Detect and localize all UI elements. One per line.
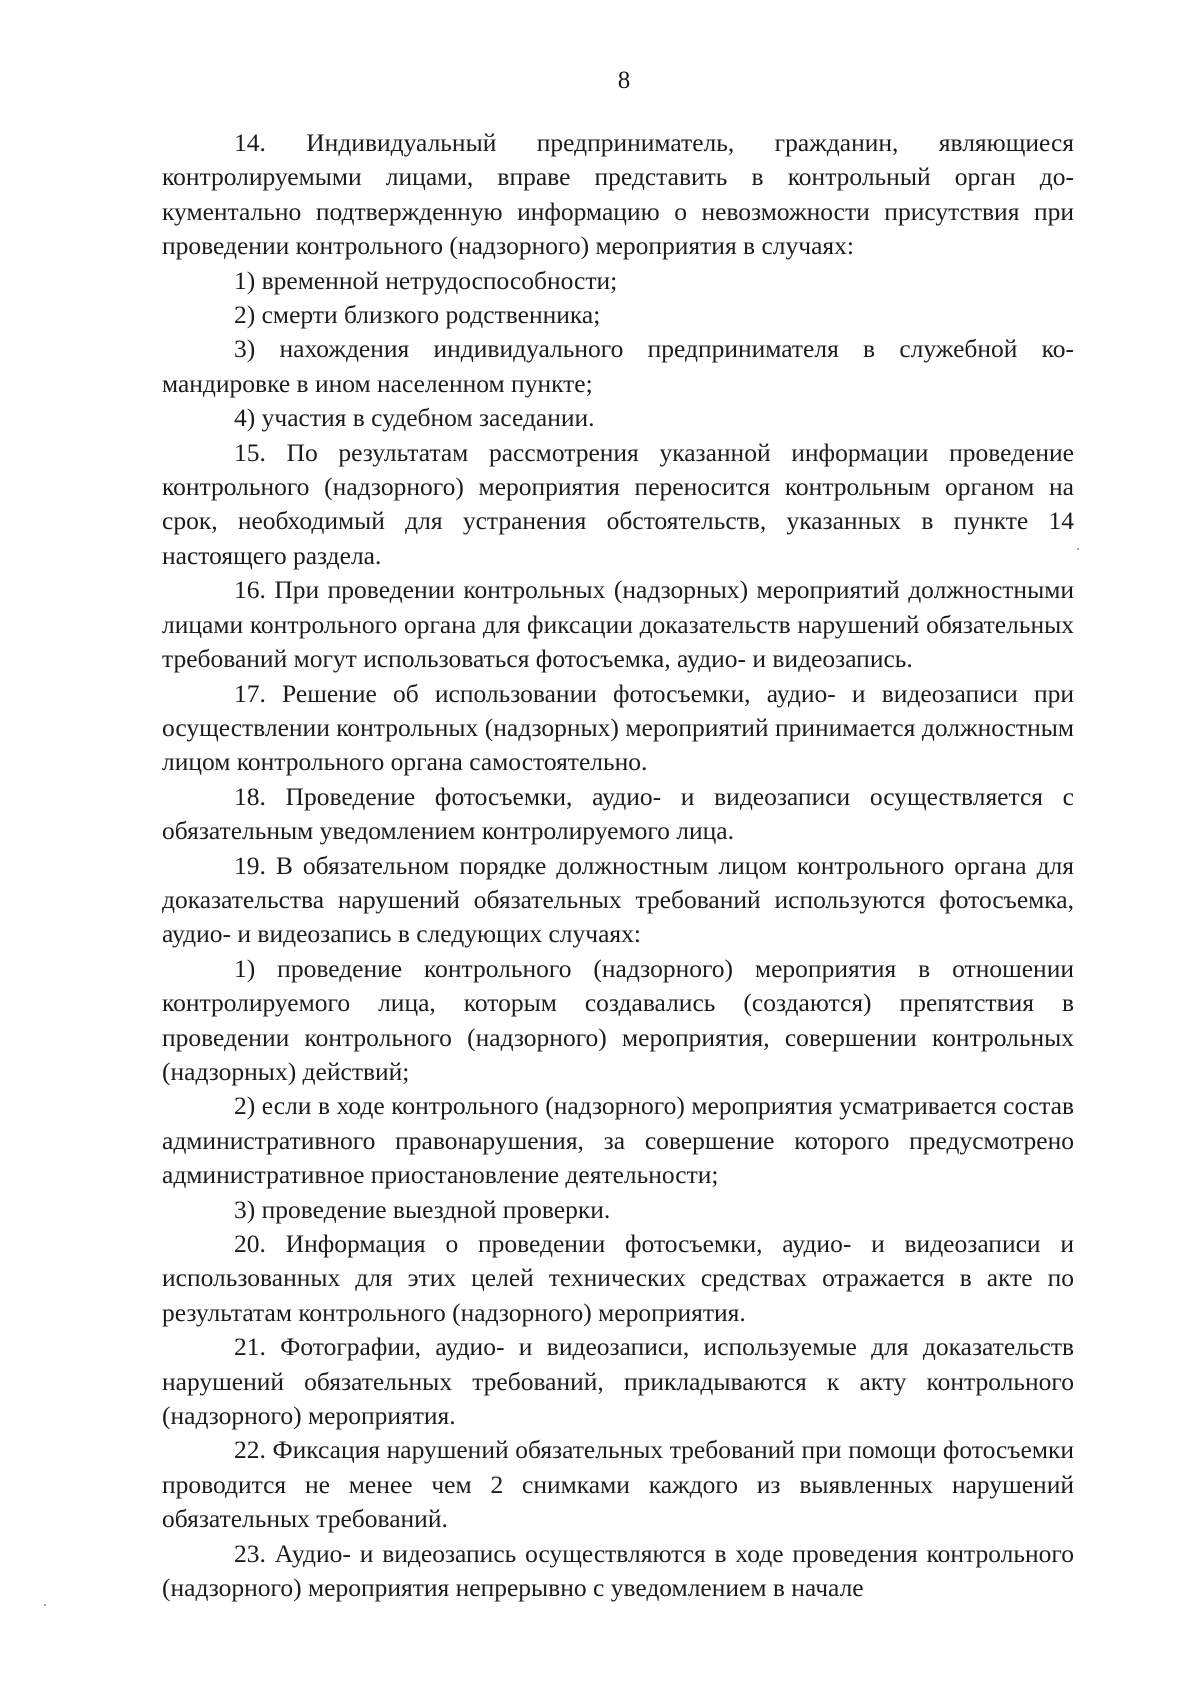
- paragraph-14-item-2: 2) смерти близкого родственника;: [234, 300, 601, 330]
- paragraph-18: 18. Проведение фотосъемки, аудио- и видеозаписи осуществляется с обязательным уведомлением контролируемого лица.: [162, 781, 1074, 846]
- paragraph-16: 16. При проведении контрольных (надзорных) мероприятий должностными лицами контрольного органа для фиксации доказательств нарушений обязательных требований могут использоваться фотосъемка, аудио- и видеозапись.: [162, 575, 1074, 674]
- paragraph-14-item-3: 3) нахождения индивидуального предпринимателя в служебной командировке в ином населенном пункте;: [162, 334, 1074, 398]
- paragraph-22: 22. Фиксация нарушений обязательных требований при помощи фотосъемки проводится не менее чем 2 снимками каждого из выявленных нарушений обязательных требований.: [162, 1435, 1074, 1534]
- paragraph-20: 20. Информация о проведении фотосъемки, аудио- и видеозаписи и использованных для этих целей технических средствах отражается в акте по результатам контрольного (надзорного) мероприятия.: [162, 1229, 1074, 1327]
- paragraph-15: 15. По результатам рассмотрения указанной информации проведение контрольного (надзорного) мероприятия переносится контрольным органом на срок, необходимый для устранения обстоятельств, указанных в пункте 14 настоящего раздела.: [162, 437, 1074, 570]
- scan-speck: [44, 1604, 46, 1606]
- paragraph-19-item-3: 3) проведение выездной проверки.: [234, 1194, 611, 1224]
- page-number: 8: [617, 67, 631, 94]
- paragraph-19-item-2: 2) если в ходе контрольного (надзорного) мероприятия усматривается состав административного правонарушения, за совершение которого предусмотрено административное приостановление деятельности;: [162, 1091, 1074, 1190]
- paragraph-19: 19. В обязательном порядке должностным лицом контрольного органа для доказательства нарушений обязательных требований используются фотосъемка, аудио- и видеозапись в следующих случаях:: [162, 850, 1074, 949]
- scan-speck: [1077, 548, 1079, 550]
- paragraph-14-item-1: 1) временной нетрудоспособности;: [234, 265, 618, 295]
- paragraph-21: 21. Фотографии, аудио- и видеозаписи, используемые для доказательств нарушений обязательных требований, прикладываются к акту контрольного (надзорного) мероприятия.: [162, 1332, 1074, 1431]
- document-body: [162, 126, 1074, 1605]
- paragraph-23: 23. Аудио- и видеозапись осуществляются в ходе проведения контрольного (надзорного) мероприятия непрерывно с уведомлением в начале: [162, 1538, 1074, 1603]
- paragraph-19-item-1: 1) проведение контрольного (надзорного) мероприятия в отношении контролируемого лица, которым создавались (создаются) препятствия в проведении контрольного (надзорного) мероприятия, совершении контрольных (надзорных) действий;: [162, 953, 1074, 1086]
- paragraph-14: 14. Индивидуальный предприниматель, гражданин, являющиеся контролируемыми лицами, вправе представить в контрольный орган документально подтвержденную информацию о невозможности присутствия при проведении контрольного (надзорного) мероприятия в случаях:: [162, 128, 1074, 261]
- paragraph-17: 17. Решение об использовании фотосъемки, аудио- и видеозаписи при осуществлении контрольных (надзорных) мероприятий принимается должностным лицом контрольного органа самостоятельно.: [162, 678, 1074, 777]
- paragraph-14-item-4: 4) участия в судебном заседании.: [234, 403, 595, 433]
